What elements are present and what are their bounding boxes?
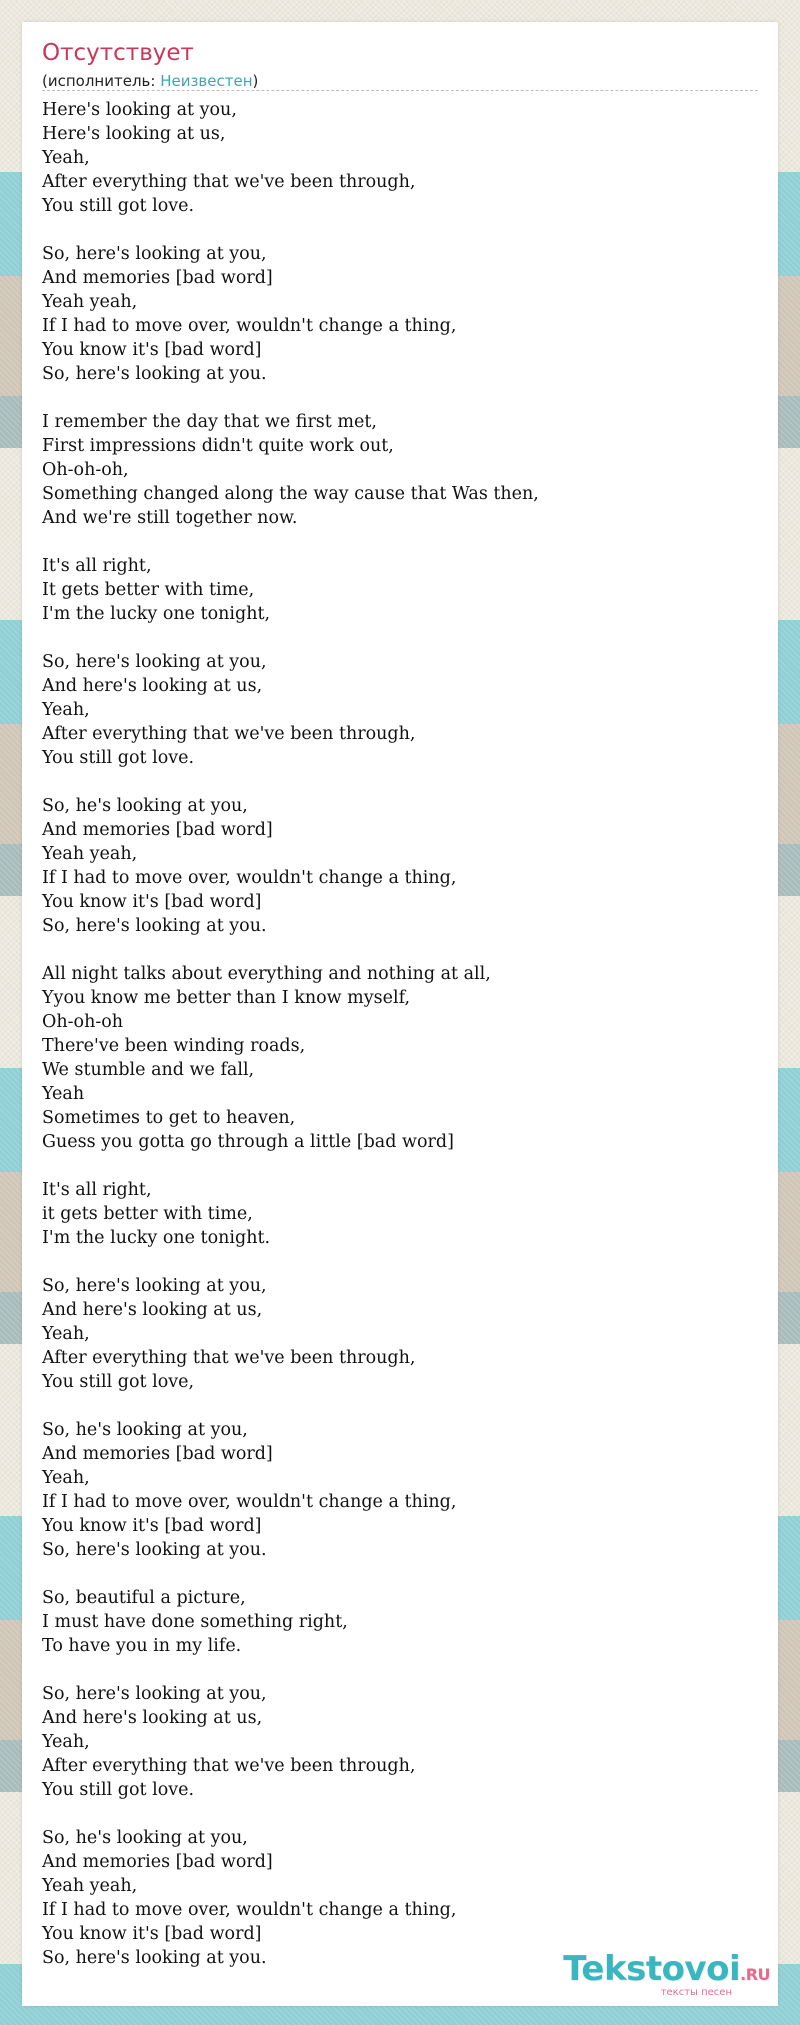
lyrics-stanza <box>42 1586 762 1658</box>
lyrics-line: So, here's looking at you, <box>42 1684 267 1704</box>
artist-link[interactable]: Неизвестен <box>160 72 253 90</box>
lyrics-line: And we're still together now. <box>42 508 298 528</box>
lyrics-line: So, beautiful a picture, <box>42 1588 246 1608</box>
lyrics-line: You know it's [bad word] <box>42 1924 262 1944</box>
lyrics-line: After everything that we've been through, <box>42 1348 416 1368</box>
lyrics-line: After everything that we've been through, <box>42 172 416 192</box>
lyrics-stanza <box>42 962 762 1154</box>
lyrics-line: And here's looking at us, <box>42 676 263 696</box>
lyrics-line: And memories [bad word] <box>42 268 273 288</box>
lyrics-stanza <box>42 98 762 218</box>
lyrics-line: So, here's looking at you, <box>42 652 267 672</box>
lyrics-line: You know it's [bad word] <box>42 892 262 912</box>
logo-domain: .RU <box>740 1965 770 1984</box>
lyrics-line: And here's looking at us, <box>42 1300 263 1320</box>
lyrics-stanza <box>42 1682 762 1802</box>
lyrics-line: I must have done something right, <box>42 1612 348 1632</box>
lyrics-line: Guess you gotta go through a little [bad word] <box>42 1132 454 1152</box>
lyrics-line: So, he's looking at you, <box>42 1828 248 1848</box>
lyrics-line: Yeah, <box>42 148 90 168</box>
lyrics-line: it gets better with time, <box>42 1204 253 1224</box>
lyrics-line: First impressions didn't quite work out, <box>42 436 394 456</box>
lyrics-line: So, here's looking at you. <box>42 364 267 384</box>
lyrics-line: Something changed along the way cause that Was then, <box>42 484 539 504</box>
lyrics-line: And here's looking at us, <box>42 1708 263 1728</box>
lyrics-line: Yeah yeah, <box>42 1876 138 1896</box>
lyrics-line: Oh-oh-oh, <box>42 460 129 480</box>
lyrics-line: Yyou know me better than I know myself, <box>42 988 411 1008</box>
lyrics-line: So, here's looking at you. <box>42 916 267 936</box>
logo-text: Tekstovoi <box>563 1949 741 1989</box>
song-title: Отсутствует <box>42 40 194 66</box>
lyrics-line: If I had to move over, wouldn't change a thing, <box>42 868 457 888</box>
lyrics-line: If I had to move over, wouldn't change a thing, <box>42 316 457 336</box>
lyrics-line: We stumble and we fall, <box>42 1060 255 1080</box>
lyrics-line: Yeah yeah, <box>42 844 138 864</box>
lyrics-line: And memories [bad word] <box>42 820 273 840</box>
lyrics-line: After everything that we've been through, <box>42 724 416 744</box>
lyrics-line: If I had to move over, wouldn't change a thing, <box>42 1900 457 1920</box>
lyrics-line: You still got love, <box>42 1372 195 1392</box>
lyrics-line: You know it's [bad word] <box>42 340 262 360</box>
lyrics-line: So, he's looking at you, <box>42 796 248 816</box>
lyrics-line: It gets better with time, <box>42 580 255 600</box>
lyrics-line: Sometimes to get to heaven, <box>42 1108 296 1128</box>
lyrics-line: So, he's looking at you, <box>42 1420 248 1440</box>
lyrics-line: So, here's looking at you. <box>42 1540 267 1560</box>
artist-prefix: (исполнитель: <box>42 72 161 90</box>
lyrics-line: There've been winding roads, <box>42 1036 306 1056</box>
lyrics-line: If I had to move over, wouldn't change a thing, <box>42 1492 457 1512</box>
lyrics-card <box>22 22 778 2006</box>
lyrics-line: Yeah, <box>42 1324 90 1344</box>
logo-tagline: тексты песен <box>660 1987 732 1998</box>
lyrics-stanza <box>42 410 762 530</box>
lyrics-line: Yeah <box>42 1084 85 1104</box>
site-logo[interactable] <box>563 1949 770 1998</box>
lyrics-line: I remember the day that we first met, <box>42 412 377 432</box>
lyrics-line: You still got love. <box>42 196 195 216</box>
lyrics-line: Here's looking at you, <box>42 100 237 120</box>
lyrics-line: So, here's looking at you, <box>42 1276 267 1296</box>
lyrics-line: So, here's looking at you. <box>42 1948 267 1968</box>
lyrics-line: To have you in my life. <box>42 1636 242 1656</box>
lyrics-line: All night talks about everything and nothing at all, <box>42 964 491 984</box>
lyrics-line: After everything that we've been through, <box>42 1756 416 1776</box>
lyrics-line: Here's looking at us, <box>42 124 226 144</box>
lyrics-line: So, here's looking at you, <box>42 244 267 264</box>
lyrics-stanza <box>42 242 762 386</box>
lyrics-line: It's all right, <box>42 556 152 576</box>
lyrics-line: You still got love. <box>42 748 195 768</box>
lyrics-stanza <box>42 650 762 770</box>
artist-suffix: ) <box>252 72 259 90</box>
lyrics-line: I'm the lucky one tonight. <box>42 1228 271 1248</box>
lyrics-line: Yeah, <box>42 700 90 720</box>
lyrics-stanza <box>42 1274 762 1394</box>
lyrics-line: Yeah yeah, <box>42 292 138 312</box>
lyrics-stanza <box>42 554 762 626</box>
lyrics-stanza <box>42 1418 762 1562</box>
lyrics-line: You know it's [bad word] <box>42 1516 262 1536</box>
artist-line <box>42 72 258 90</box>
lyrics-line: It's all right, <box>42 1180 152 1200</box>
divider <box>42 90 758 91</box>
lyrics-line: Oh-oh-oh <box>42 1012 124 1032</box>
lyrics-stanza <box>42 794 762 938</box>
lyrics-line: You still got love. <box>42 1780 195 1800</box>
lyrics-stanza <box>42 1178 762 1250</box>
lyrics-line: I'm the lucky one tonight, <box>42 604 271 624</box>
lyrics-line: Yeah, <box>42 1732 90 1752</box>
lyrics-line: And memories [bad word] <box>42 1444 273 1464</box>
lyrics-line: Yeah, <box>42 1468 90 1488</box>
lyrics-body <box>42 98 762 1994</box>
lyrics-line: And memories [bad word] <box>42 1852 273 1872</box>
